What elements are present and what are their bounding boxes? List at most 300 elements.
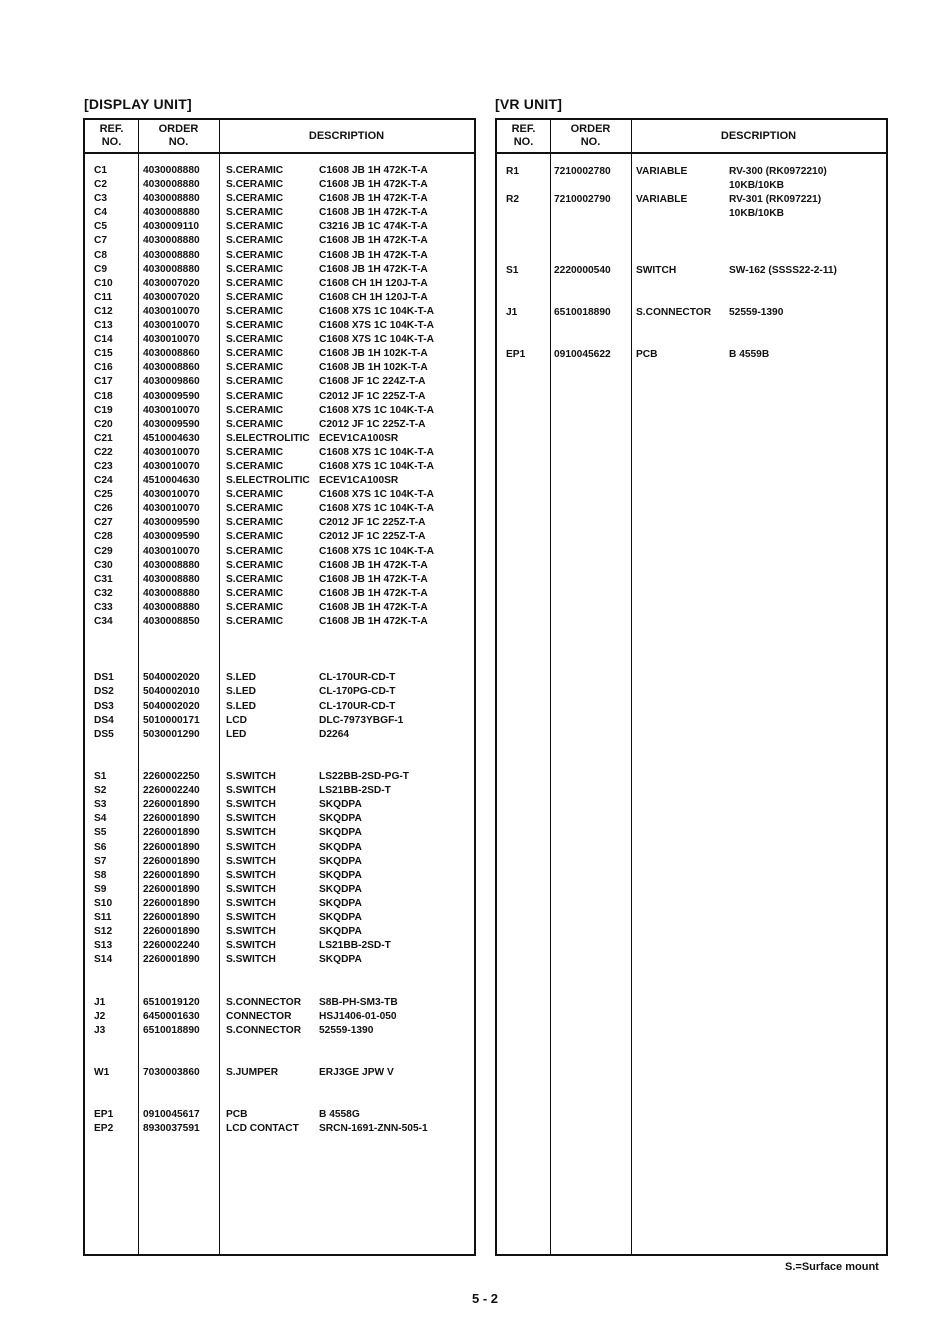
order-no: 4030008860 [143,348,200,360]
part-number: SKQDPA [319,827,362,839]
ref-no: C14 [94,334,113,346]
ref-no: J1 [94,996,106,1008]
part-number: C1608 JB 1H 472K-T-A [319,249,428,261]
part-sub-value: 10KB/10KB [729,208,784,219]
ref-no: C8 [94,249,108,261]
ref-no: C11 [94,291,113,303]
order-no: 4030009590 [143,418,200,430]
part-number: C1608 X7S 1C 104K-T-A [319,404,434,416]
part-type: S.JUMPER [226,1067,279,1078]
ref-no: C13 [94,320,113,332]
part-type: S.CERAMIC [226,320,284,332]
part-type: S.SWITCH [226,940,276,952]
order-no: 2260001890 [143,911,200,923]
part-number: LS21BB-2SD-T [319,785,391,797]
order-no: 4030009590 [143,390,200,402]
part-type: S.CERAMIC [226,587,284,599]
ref-no: C12 [94,305,113,317]
part-number: ECEV1CA100SR [319,475,399,487]
table-row [85,770,474,784]
part-type: S.CERAMIC [226,376,284,388]
page-number: 5 - 2 [472,1291,499,1306]
ref-no: C32 [94,587,113,599]
table-row [85,319,474,333]
ref-no: C1 [94,165,108,176]
part-number: SKQDPA [319,926,362,938]
order-no: 7210002780 [554,166,611,177]
part-type: S.CERAMIC [226,531,284,543]
ref-no: S1 [94,771,107,783]
part-type: S.SWITCH [226,855,276,867]
display-unit-table [83,118,476,1256]
table-row [85,784,474,798]
ref-no: C9 [94,263,108,275]
part-type: S.CERAMIC [226,503,284,515]
part-number: C2012 JF 1C 225Z-T-A [319,531,426,543]
order-no: 2260001890 [143,869,200,881]
part-type: S.CERAMIC [226,573,284,585]
part-number: SKQDPA [319,911,362,923]
ref-no: C26 [94,503,113,515]
part-number: S8B-PH-SM3-TB [319,996,398,1008]
ref-no: S6 [94,841,107,853]
part-number: C1608 JB 1H 102K-T-A [319,362,428,374]
order-no: 2260002240 [143,785,200,797]
order-no: 4030010070 [143,446,200,458]
part-number: C1608 JB 1H 472K-T-A [319,573,428,585]
part-type: S.LED [226,672,257,684]
table-row [85,432,474,446]
ref-no: C20 [94,418,113,430]
vr-unit-table [495,118,888,1256]
part-type: S.CERAMIC [226,305,284,317]
part-number: HSJ1406-01-050 [319,1010,397,1022]
ref-no: C16 [94,362,113,374]
part-number: LS21BB-2SD-T [319,940,391,952]
part-type: S.CERAMIC [226,545,284,557]
table-row [85,742,474,756]
part-type: S.ELECTROLITIC [226,432,310,444]
header-ref-no [497,120,550,152]
part-number: SKQDPA [319,799,362,811]
order-no: 2260001890 [143,855,200,867]
part-type: S.SWITCH [226,827,276,839]
table-row [85,573,474,587]
ref-no: S13 [94,940,113,952]
part-number: SKQDPA [319,813,362,825]
part-type: S.CERAMIC [226,348,284,360]
ref-no: C24 [94,475,113,487]
table-row [85,657,474,671]
order-no: 4510004630 [143,432,200,444]
table-row [85,685,474,699]
part-number: B 4558G [319,1109,360,1121]
order-no: 5040002010 [143,686,200,698]
table-row [85,1052,474,1066]
part-type: SWITCH [636,265,677,276]
part-type: S.CERAMIC [226,446,284,458]
part-number: C1608 X7S 1C 104K-T-A [319,460,434,472]
order-no: 4030008880 [143,601,200,613]
table-row [85,559,474,573]
order-no: 4030008880 [143,235,200,247]
table-row [85,925,474,939]
ref-no: C5 [94,221,108,233]
part-type: S.CERAMIC [226,334,284,346]
order-no: 6510018890 [554,307,611,318]
part-number: RV-301 (RK097221) [729,194,822,205]
part-type: S.CONNECTOR [226,1024,302,1036]
order-no: 2260001890 [143,883,200,895]
ref-no: C3 [94,193,108,205]
part-type: LCD [226,714,247,726]
ref-no: C18 [94,390,113,402]
part-number: C1608 X7S 1C 104K-T-A [319,334,434,346]
part-number: C1608 JB 1H 472K-T-A [319,235,428,247]
ref-no: DS4 [94,714,114,726]
ref-no: S3 [94,799,107,811]
ref-no: S12 [94,926,113,938]
header-description-label: DESCRIPTION [308,129,385,142]
table-row [85,1122,474,1136]
part-type: S.CERAMIC [226,404,284,416]
ref-no: S5 [94,827,107,839]
part-type: LCD CONTACT [226,1123,299,1135]
part-number: C2012 JF 1C 225Z-T-A [319,517,426,529]
ref-no: S9 [94,883,107,895]
table-row [85,1038,474,1052]
ref-no: C10 [94,277,113,289]
table-row [85,249,474,263]
part-type: S.CERAMIC [226,460,284,472]
part-type: VARIABLE [636,166,688,177]
header-description-label: DESCRIPTION [720,129,797,142]
ref-no: R1 [506,166,520,177]
part-number: SKQDPA [319,954,362,966]
order-no: 2260001890 [143,954,200,966]
table-row [85,192,474,206]
ref-no: C33 [94,601,113,613]
order-no: 4030010070 [143,404,200,416]
order-no: 6450001630 [143,1010,200,1022]
ref-no: C15 [94,348,113,360]
ref-no: EP2 [94,1123,114,1135]
part-number: C1608 JB 1H 102K-T-A [319,348,428,360]
table-row [85,798,474,812]
header-description [631,120,886,152]
order-no: 2260001890 [143,897,200,909]
table-row [85,390,474,404]
ref-no: J3 [94,1024,106,1036]
part-number: B 4559B [729,349,770,360]
part-type: S.CERAMIC [226,390,284,402]
part-type: S.CONNECTOR [226,996,302,1008]
part-number: SRCN-1691-ZNN-505-1 [319,1123,428,1135]
ref-no: S1 [506,265,519,276]
ref-no: C31 [94,573,113,585]
table-row [85,911,474,925]
column-divider [631,120,632,1254]
table-row [85,234,474,248]
ref-no: S8 [94,869,107,881]
table-row [497,348,886,362]
order-no: 4030009110 [143,221,200,233]
part-number: C1608 JF 1C 224Z-T-A [319,376,426,388]
order-no: 5030001290 [143,728,200,740]
part-number: 52559-1390 [319,1024,374,1036]
part-type: S.SWITCH [226,883,276,895]
table-row [85,953,474,967]
ref-no: C29 [94,545,113,557]
table-row [85,404,474,418]
ref-no: C4 [94,207,108,219]
order-no: 4030009860 [143,376,200,388]
part-number: C3216 JB 1C 474K-T-A [319,221,428,233]
ref-no: DS5 [94,728,114,740]
table-row [85,460,474,474]
part-number: D2264 [319,728,350,740]
table-row [85,897,474,911]
part-type: S.CERAMIC [226,559,284,571]
part-number: SKQDPA [319,883,362,895]
part-type: S.CERAMIC [226,263,284,275]
table-row [85,981,474,995]
ref-no: C19 [94,404,113,416]
order-no: 0910045622 [554,349,611,360]
part-number: C1608 JB 1H 472K-T-A [319,179,428,191]
table-row [85,545,474,559]
part-number: SW-162 (SSSS22-2-11) [729,265,837,276]
ref-no: J2 [94,1010,106,1022]
table-row [85,1108,474,1122]
part-number: C1608 CH 1H 120J-T-A [319,277,428,289]
part-type: S.SWITCH [226,841,276,853]
ref-no: C23 [94,460,113,472]
order-no: 2260002240 [143,940,200,952]
order-no: 4030008880 [143,193,200,205]
part-type: VARIABLE [636,194,688,205]
part-type: S.SWITCH [226,813,276,825]
part-number: C1608 X7S 1C 104K-T-A [319,545,434,557]
part-number: SKQDPA [319,855,362,867]
display-unit-rows [85,164,474,1136]
table-row [85,446,474,460]
order-no: 4030008880 [143,573,200,585]
order-no: 7210002790 [554,194,611,205]
table-row [497,193,886,207]
order-no: 4510004630 [143,475,200,487]
part-type: S.CERAMIC [226,616,284,627]
part-type: S.LED [226,700,257,712]
order-no: 4030010070 [143,503,200,515]
ref-no: DS3 [94,700,114,712]
table-row [85,361,474,375]
table-row [85,615,474,629]
part-number: CL-170PG-CD-T [319,686,396,698]
part-type: S.CERAMIC [226,193,284,205]
ref-no: DS1 [94,672,114,684]
part-type: S.CERAMIC [226,221,284,233]
part-type: S.SWITCH [226,954,276,966]
order-no: 4030009590 [143,531,200,543]
header-ref-line2: NO. [513,136,534,148]
part-number: RV-300 (RK0972210) [729,166,827,177]
part-type: S.CERAMIC [226,277,284,289]
ref-no: J1 [506,307,518,318]
part-number: C1608 JB 1H 472K-T-A [319,263,428,275]
part-type: S.CERAMIC [226,235,284,247]
ref-no: S2 [94,785,107,797]
ref-no: S11 [94,911,112,923]
part-type: S.CERAMIC [226,517,284,529]
order-no: 4030008860 [143,362,200,374]
part-sub-value: 10KB/10KB [729,180,784,191]
ref-no: W1 [94,1067,110,1078]
vr-unit-title: [VR UNIT] [495,96,563,112]
part-type: S.SWITCH [226,771,276,783]
table-row [85,305,474,319]
table-row [85,530,474,544]
order-no: 4030010070 [143,305,200,317]
header-order-line1: ORDER [570,123,611,135]
ref-no: EP1 [506,349,526,360]
table-row [85,826,474,840]
order-no: 4030008880 [143,207,200,219]
order-no: 5040002020 [143,672,200,684]
table-row [85,812,474,826]
order-no: 2260001890 [143,926,200,938]
table-row [85,178,474,192]
table-row [85,277,474,291]
table-row [85,714,474,728]
part-type: S.CERAMIC [226,207,284,219]
header-order-line2: NO. [580,136,601,148]
part-number: C1608 JB 1H 472K-T-A [319,207,428,219]
part-number: CL-170UR-CD-T [319,700,396,712]
table-row [85,375,474,389]
part-number: ERJ3GE JPW V [319,1067,394,1078]
table-row [85,996,474,1010]
surface-mount-footnote: S.=Surface mount [785,1261,879,1273]
table-row [85,883,474,897]
table-row [85,855,474,869]
table-row [85,756,474,770]
header-ref-line1: REF. [511,123,536,135]
part-type: S.CERAMIC [226,179,284,191]
table-row [85,629,474,643]
column-divider [550,120,551,1254]
order-no: 4030010070 [143,460,200,472]
ref-no: C7 [94,235,108,247]
table-row [85,643,474,657]
table-row [85,488,474,502]
part-number: C1608 CH 1H 120J-T-A [319,291,428,303]
ref-no: S14 [94,954,113,966]
order-no: 4030008880 [143,249,200,261]
part-number: C1608 JB 1H 472K-T-A [319,193,428,205]
table-row [85,220,474,234]
table-row [497,264,886,278]
header-order-no [138,120,219,152]
part-number: C1608 X7S 1C 104K-T-A [319,489,434,501]
part-number: C1608 X7S 1C 104K-T-A [319,503,434,515]
table-row [85,1024,474,1038]
part-type: S.CERAMIC [226,362,284,374]
order-no: 6510019120 [143,996,200,1008]
header-ref-line2: NO. [101,136,122,148]
part-number: C1608 JB 1H 472K-T-A [319,587,428,599]
part-number: C1608 X7S 1C 104K-T-A [319,320,434,332]
ref-no: S10 [94,897,113,909]
order-no: 8930037591 [143,1123,200,1135]
ref-no: R2 [506,194,520,205]
order-no: 4030008880 [143,559,200,571]
part-type: S.SWITCH [226,799,276,811]
table-row [85,164,474,178]
part-type: S.SWITCH [226,911,276,923]
ref-no: C17 [94,376,113,388]
table-row [85,587,474,601]
part-number: C1608 JB 1H 472K-T-A [319,601,428,613]
table-row [85,1094,474,1108]
part-number: SKQDPA [319,869,362,881]
part-type: S.SWITCH [226,926,276,938]
order-no: 2220000540 [554,265,611,276]
table-row [85,263,474,277]
table-row [85,474,474,488]
order-no: 4030008880 [143,165,200,176]
order-no: 2260002250 [143,771,200,783]
part-number: LS22BB-2SD-PG-T [319,771,410,783]
ref-no: C22 [94,446,113,458]
order-no: 0910045617 [143,1109,200,1121]
header-ref-no [85,120,138,152]
display-unit-title: [DISPLAY UNIT] [84,96,192,112]
header-order-line2: NO. [168,136,189,148]
part-type: S.CERAMIC [226,249,284,261]
ref-no: S4 [94,813,107,825]
ref-no: C25 [94,489,113,501]
order-no: 4030009590 [143,517,200,529]
table-row [85,1010,474,1024]
table-row [497,165,886,179]
order-no: 4030010070 [143,320,200,332]
part-number: C1608 JB 1H 472K-T-A [319,559,428,571]
part-type: PCB [226,1109,248,1121]
table-row [85,516,474,530]
table-row [85,967,474,981]
order-no: 4030008880 [143,263,200,275]
part-type: S.SWITCH [226,869,276,881]
part-type: S.CERAMIC [226,601,284,613]
part-type: S.SWITCH [226,897,276,909]
order-no: 5010000171 [143,714,200,726]
order-no: 4030007020 [143,277,200,289]
part-type: CONNECTOR [226,1010,292,1022]
part-type: PCB [636,349,658,360]
part-number: C1608 JB 1H 472K-T-A [319,616,428,627]
order-no: 2260001890 [143,827,200,839]
part-type: S.LED [226,686,257,698]
part-type: S.SWITCH [226,785,276,797]
ref-no: C34 [94,616,113,627]
table-row [497,306,886,320]
order-no: 4030008880 [143,179,200,191]
order-no: 4030010070 [143,545,200,557]
table-row [85,333,474,347]
part-number: C1608 JB 1H 472K-T-A [319,165,428,176]
order-no: 4030010070 [143,489,200,501]
